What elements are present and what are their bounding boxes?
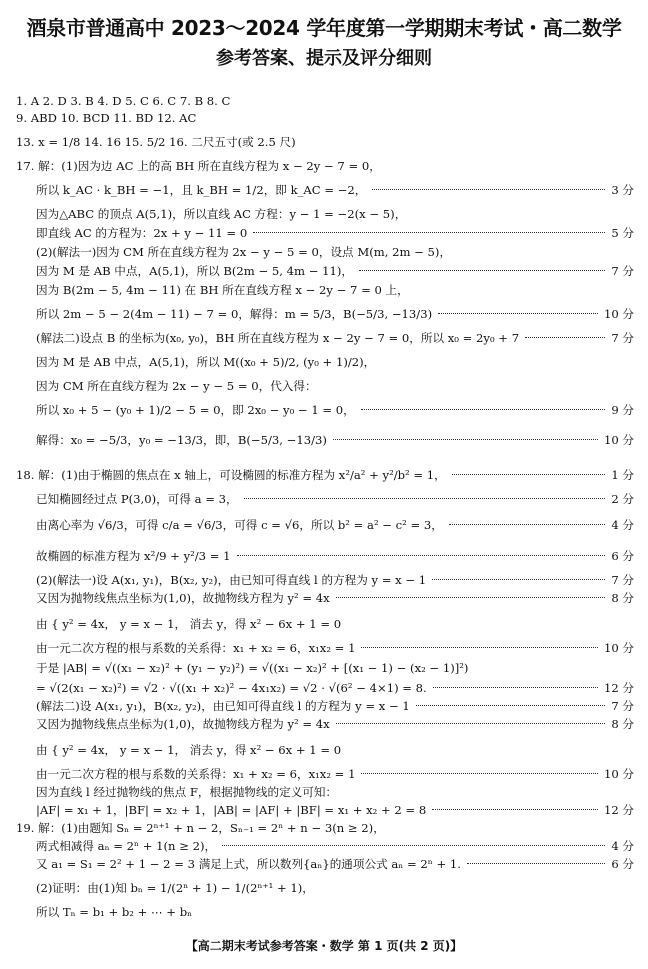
- score-mark: 7 分: [611, 264, 634, 278]
- answer-line-text: 17. 解：(1)因为边 AC 上的高 BH 所在直线方程为 x − 2y − 7 = 0，: [16, 159, 381, 173]
- answer-line: [0, 836, 648, 856]
- score-mark: 1 分: [611, 468, 634, 482]
- leader-dots: [361, 773, 598, 774]
- leader-dots: [433, 687, 598, 688]
- answer-line-text: 所以 k_AC · k_BH = −1，且 k_BH = 1/2，即 k_AC = −2，: [36, 183, 367, 197]
- answer-line-text: 于是 |AB| = √((x₁ − x₂)² + (y₁ − y₂)²) = √((x₁ − x₂)² + [(x₁ − 1) − (x₂ − 1)]²): [36, 661, 469, 675]
- answer-line: [0, 352, 648, 372]
- answer-line: [0, 658, 648, 678]
- page-title: 酒泉市普通高中 2023～2024 学年度第一学期期末考试・高二数学: [26, 16, 622, 40]
- score-mark: 8 分: [611, 717, 634, 731]
- answer-line-text: 所以 Tₙ = b₁ + b₂ + ⋯ + bₙ: [36, 905, 193, 919]
- answer-line: [0, 400, 648, 420]
- answer-line: [0, 156, 648, 176]
- answer-line: [0, 614, 648, 634]
- answer-line: [0, 588, 648, 608]
- answer-line-text: 因为 B(2m − 5, 4m − 11) 在 BH 所在直线方程 x − 2y − 7 = 0 上，: [36, 283, 409, 297]
- leader-dots: [336, 723, 605, 724]
- answer-line-text: 又因为抛物线焦点坐标为(1,0)，故抛物线方程为 y² = 4x: [36, 591, 330, 605]
- answer-line-text: 已知椭圆经过点 P(3,0)，可得 a = 3，: [36, 492, 238, 506]
- score-mark: 6 分: [611, 549, 634, 563]
- score-mark: 8 分: [611, 591, 634, 605]
- answer-line-text: (2)(解法一)因为 CM 所在直线方程为 2x − y − 5 = 0，设点 M(m, 2m − 5)，: [36, 245, 452, 259]
- score-mark: 7 分: [611, 331, 634, 345]
- answer-line: [0, 570, 648, 590]
- answer-line: [0, 638, 648, 658]
- answer-line-text: 所以 2m − 5 − 2(4m − 11) − 7 = 0，解得：m = 5/3，B(−5/3, −13/3): [36, 307, 433, 321]
- answer-line-text: 又 a₁ = S₁ = 2² + 1 − 2 = 3 满足上式，所以数列{aₙ}的通项公式 aₙ = 2ⁿ + 1.: [36, 857, 461, 871]
- answer-line-text: 即直线 AC 的方程为：2x + y − 11 = 0: [36, 226, 248, 240]
- score-mark: 5 分: [611, 226, 634, 240]
- leader-dots: [244, 498, 605, 499]
- leader-dots: [361, 409, 605, 410]
- leader-dots: [361, 647, 598, 648]
- answer-line: [0, 878, 648, 898]
- leader-dots: [416, 705, 605, 706]
- answer-line: [0, 818, 648, 838]
- answer-line-text: 18. 解：(1)由于椭圆的焦点在 x 轴上，可设椭圆的标准方程为 x²/a² + y²/b² = 1，: [16, 468, 446, 482]
- answer-line-text: 两式相减得 aₙ = 2ⁿ + 1(n ≥ 2)，: [36, 839, 217, 853]
- answer-line-text: 又因为抛物线焦点坐标为(1,0)，故抛物线方程为 y² = 4x: [36, 717, 330, 731]
- answer-line-text: (解法二)设点 B 的坐标为(x₀, y₀)，BH 所在直线方程为 x − 2y − 7 = 0，所以 x₀ = 2y₀ + 7: [36, 331, 520, 345]
- answer-line: [0, 430, 648, 450]
- answer-line-text: (2)证明：由(1)知 bₙ = 1/(2ⁿ + 1) − 1/(2ⁿ⁺¹ + 1)，: [36, 881, 314, 895]
- leader-dots: [253, 232, 605, 233]
- leader-dots: [372, 189, 605, 190]
- answer-line-text: 9. ABD 10. BCD 11. BD 12. AC: [16, 111, 197, 125]
- score-mark: 12 分: [603, 681, 634, 695]
- answer-line-text: 由一元二次方程的根与系数的关系得：x₁ + x₂ = 6，x₁x₂ = 1: [36, 641, 356, 655]
- leader-dots: [359, 270, 605, 271]
- answer-line: [0, 902, 648, 922]
- answer-line-text: 1. A 2. D 3. B 4. D 5. C 6. C 7. B 8. C: [16, 94, 231, 108]
- leader-dots: [336, 597, 605, 598]
- answer-line: [0, 180, 648, 200]
- answer-line: [0, 740, 648, 760]
- answer-line-text: (2)(解法一)设 A(x₁, y₁)，B(x₂, y₂)，由已知可得直线 l 的方程为 y = x − 1: [36, 573, 427, 587]
- answer-line-text: 19. 解：(1)由题知 Sₙ = 2ⁿ⁺¹ + n − 2，Sₙ₋₁ = 2ⁿ + n − 3(n ≥ 2)，: [16, 821, 385, 835]
- answer-line-text: 因为 M 是 AB 中点，A(5,1)，所以 M((x₀ + 5)/2, (y₀ + 1)/2)，: [36, 355, 376, 369]
- score-mark: 2 分: [611, 492, 634, 506]
- answer-line: [0, 678, 648, 698]
- leader-dots: [333, 439, 598, 440]
- answer-line: [0, 854, 648, 874]
- leader-dots: [449, 524, 605, 525]
- answer-line: [0, 223, 648, 243]
- answer-line-text: = √(2(x₁ − x₂)²) = √2 · √((x₁ + x₂)² − 4x₁x₂) = √2 · √(6² − 4×1) = 8.: [36, 681, 427, 695]
- answer-line-text: |AF| = x₁ + 1，|BF| = x₂ + 1，|AB| = |AF| + |BF| = x₁ + x₂ + 2 = 8: [36, 803, 427, 817]
- score-mark: 3 分: [611, 183, 634, 197]
- answer-line: [0, 515, 648, 535]
- page-subtitle: 参考答案、提示及评分细则: [216, 48, 432, 69]
- answer-line-text: 由一元二次方程的根与系数的关系得：x₁ + x₂ = 6，x₁x₂ = 1: [36, 767, 356, 781]
- score-mark: 9 分: [611, 403, 634, 417]
- leader-dots: [222, 845, 605, 846]
- score-mark: 10 分: [603, 307, 634, 321]
- leader-dots: [432, 579, 605, 580]
- leader-dots: [237, 555, 605, 556]
- score-mark: 10 分: [603, 641, 634, 655]
- leader-dots: [467, 863, 605, 864]
- answer-line-text: 所以 x₀ + 5 − (y₀ + 1)/2 − 5 = 0，即 2x₀ − y₀ − 1 = 0，: [36, 403, 355, 417]
- score-mark: 7 分: [611, 573, 634, 587]
- answer-line-text: 因为 M 是 AB 中点，A(5,1)，所以 B(2m − 5, 4m − 11)，: [36, 264, 353, 278]
- answer-line: [0, 376, 648, 396]
- answer-line: [0, 304, 648, 324]
- answer-line-text: 由离心率为 √6/3，可得 c/a = √6/3，可得 c = √6，所以 b² = a² − c² = 3，: [36, 518, 443, 532]
- score-mark: 4 分: [611, 518, 634, 532]
- answer-line: [0, 714, 648, 734]
- answer-line-text: 因为直线 l 经过抛物线的焦点 F，根据抛物线的定义可知：: [36, 785, 338, 799]
- answer-line: [0, 328, 648, 348]
- leader-dots: [525, 337, 605, 338]
- leader-dots: [432, 809, 598, 810]
- answer-line-text: 因为△ABC 的顶点 A(5,1)，所以直线 AC 方程：y − 1 = −2(x − 5)，: [36, 207, 407, 221]
- answer-line: [0, 800, 648, 820]
- answer-line-text: 故椭圆的标准方程为 x²/9 + y²/3 = 1: [36, 549, 231, 563]
- answer-line: [0, 261, 648, 281]
- answer-line: [0, 280, 648, 300]
- answer-line-text: 13. x = 1/8 14. 16 15. 5/2 16. 二尺五寸(或 2.5 尺): [16, 135, 296, 149]
- score-mark: 4 分: [611, 839, 634, 853]
- score-mark: 7 分: [611, 699, 634, 713]
- leader-dots: [452, 474, 605, 475]
- answer-line: [0, 465, 648, 485]
- score-mark: 6 分: [611, 857, 634, 871]
- leader-dots: [438, 313, 598, 314]
- answer-line-text: 因为 CM 所在直线方程为 2x − y − 5 = 0，代入得：: [36, 379, 317, 393]
- page-footer: 【高二期末考试参考答案・数学 第 1 页(共 2 页)】: [185, 939, 463, 953]
- answer-line: [0, 204, 648, 224]
- answer-line: [0, 242, 648, 262]
- answer-line-text: 由 { y² = 4x， y = x − 1， 消去 y，得 x² − 6x + 1 = 0: [36, 743, 342, 757]
- answer-line: [0, 696, 648, 716]
- answer-line: [0, 764, 648, 784]
- answer-line: [0, 132, 648, 152]
- score-mark: 12 分: [603, 803, 634, 817]
- answer-line: [0, 546, 648, 566]
- score-mark: 10 分: [603, 433, 634, 447]
- answer-line: [0, 108, 648, 128]
- score-mark: 10 分: [603, 767, 634, 781]
- answer-line-text: 解得：x₀ = −5/3，y₀ = −13/3，即，B(−5/3, −13/3): [36, 433, 327, 447]
- answer-line-text: (解法二)设 A(x₁, y₁)，B(x₂, y₂)，由已知可得直线 l 的方程为 y = x − 1: [36, 699, 410, 713]
- answer-line-text: 由 { y² = 4x， y = x − 1， 消去 y，得 x² − 6x + 1 = 0: [36, 617, 342, 631]
- answer-line: [0, 489, 648, 509]
- answer-line: [0, 782, 648, 802]
